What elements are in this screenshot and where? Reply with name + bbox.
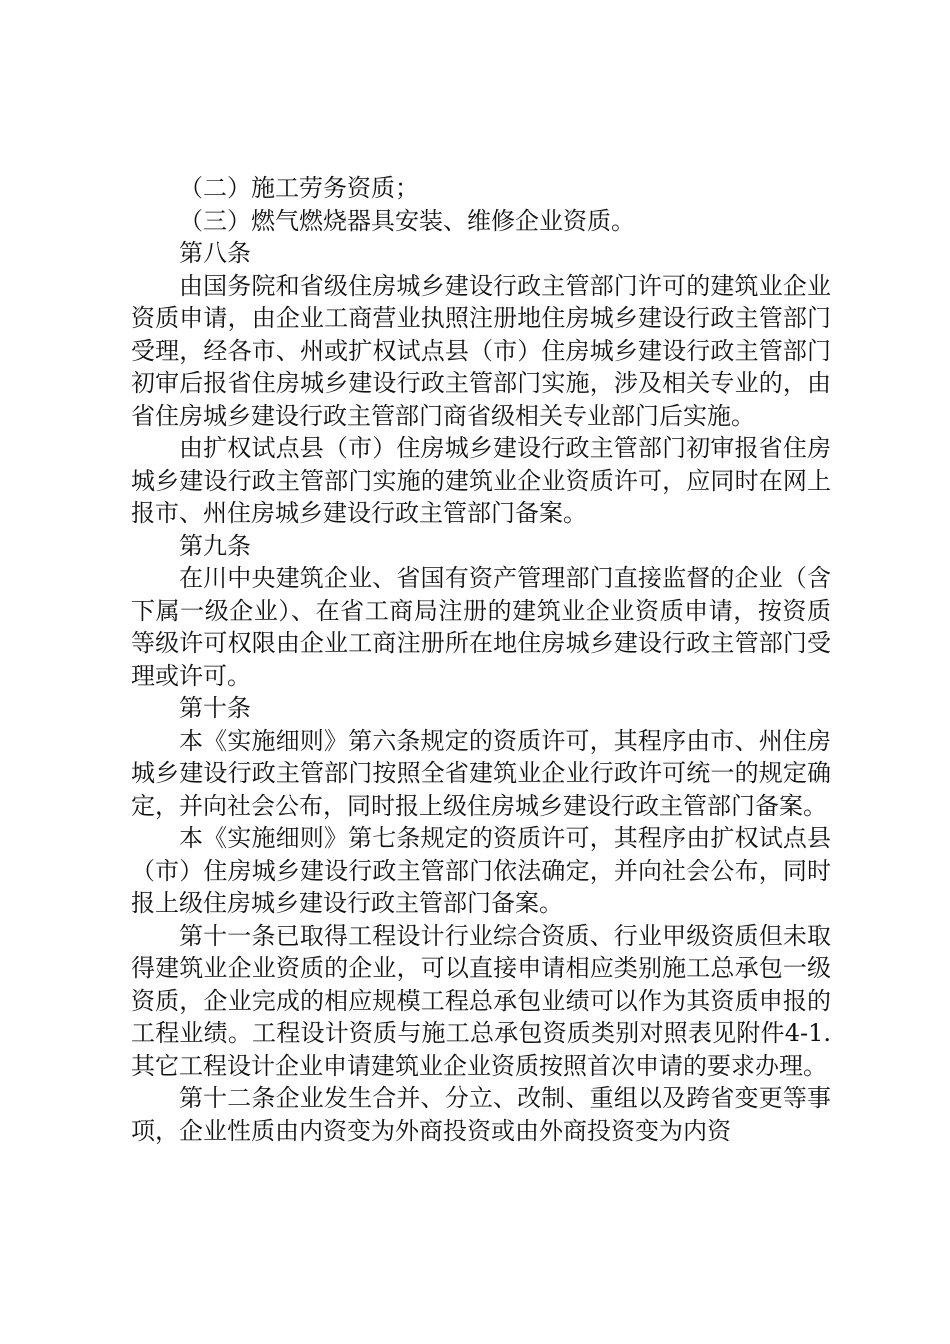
paragraph: 本《实施细则》第六条规定的资质许可，其程序由市、州住房城乡建设行政主管部门按照全省建筑业企业行政许可统一的规定确定，并向社会公布，同时报上级住房城乡建设行政主管部门备案。 bbox=[131, 726, 831, 820]
article-heading-8: 第八条 bbox=[179, 239, 251, 267]
document-body bbox=[131, 172, 831, 1147]
paragraph-article-12: 第十二条企业发生合并、分立、改制、重组以及跨省变更等事项，企业性质由内资变为外商投资或由外商投资变为内资 bbox=[131, 1084, 831, 1145]
paragraph: 在川中央建筑企业、省国有资产管理部门直接监督的企业（含下属一级企业）、在省工商局注册的建筑业企业资质申请，按资质等级许可权限由企业工商注册所在地住房城乡建设行政主管部门受理或许可。 bbox=[131, 564, 831, 690]
paragraph-item-3: （三）燃气燃烧器具安装、维修企业资质。 bbox=[179, 206, 635, 235]
paragraph-article-11: 第十一条已取得工程设计行业综合资质、行业甲级资质但未取得建筑业企业资质的企业，可以直接申请相应类别施工总承包一级资质，企业完成的相应规模工程总承包业绩可以作为其资质申报的工程业绩。工程设计资质与施工总承包资质类别对照表见附件4-1.其它工程设计企业申请建筑业企业资质按照首次申请的要求办理。 bbox=[131, 921, 831, 1080]
paragraph-item-2: （二）施工劳务资质； bbox=[179, 174, 419, 202]
paragraph: 由国务院和省级住房城乡建设行政主管部门许可的建筑业企业资质申请，由企业工商营业执照注册地住房城乡建设行政主管部门受理，经各市、州或扩权试点县（市）住房城乡建设行政主管部门初审后报省住房城乡建设行政主管部门实施，涉及相关专业的，由省住房城乡建设行政主管部门商省级相关专业部门后实施。 bbox=[131, 271, 831, 430]
article-heading-10: 第十条 bbox=[179, 694, 251, 722]
paragraph: 由扩权试点县（市）住房城乡建设行政主管部门初审报省住房城乡建设行政主管部门实施的建筑业企业资质许可，应同时在网上报市、州住房城乡建设行政主管部门备案。 bbox=[131, 434, 831, 527]
paragraph: 本《实施细则》第七条规定的资质许可，其程序由扩权试点县（市）住房城乡建设行政主管部门依法确定，并向社会公布，同时报上级住房城乡建设行政主管部门备案。 bbox=[131, 824, 831, 917]
article-heading-9: 第九条 bbox=[179, 531, 251, 560]
